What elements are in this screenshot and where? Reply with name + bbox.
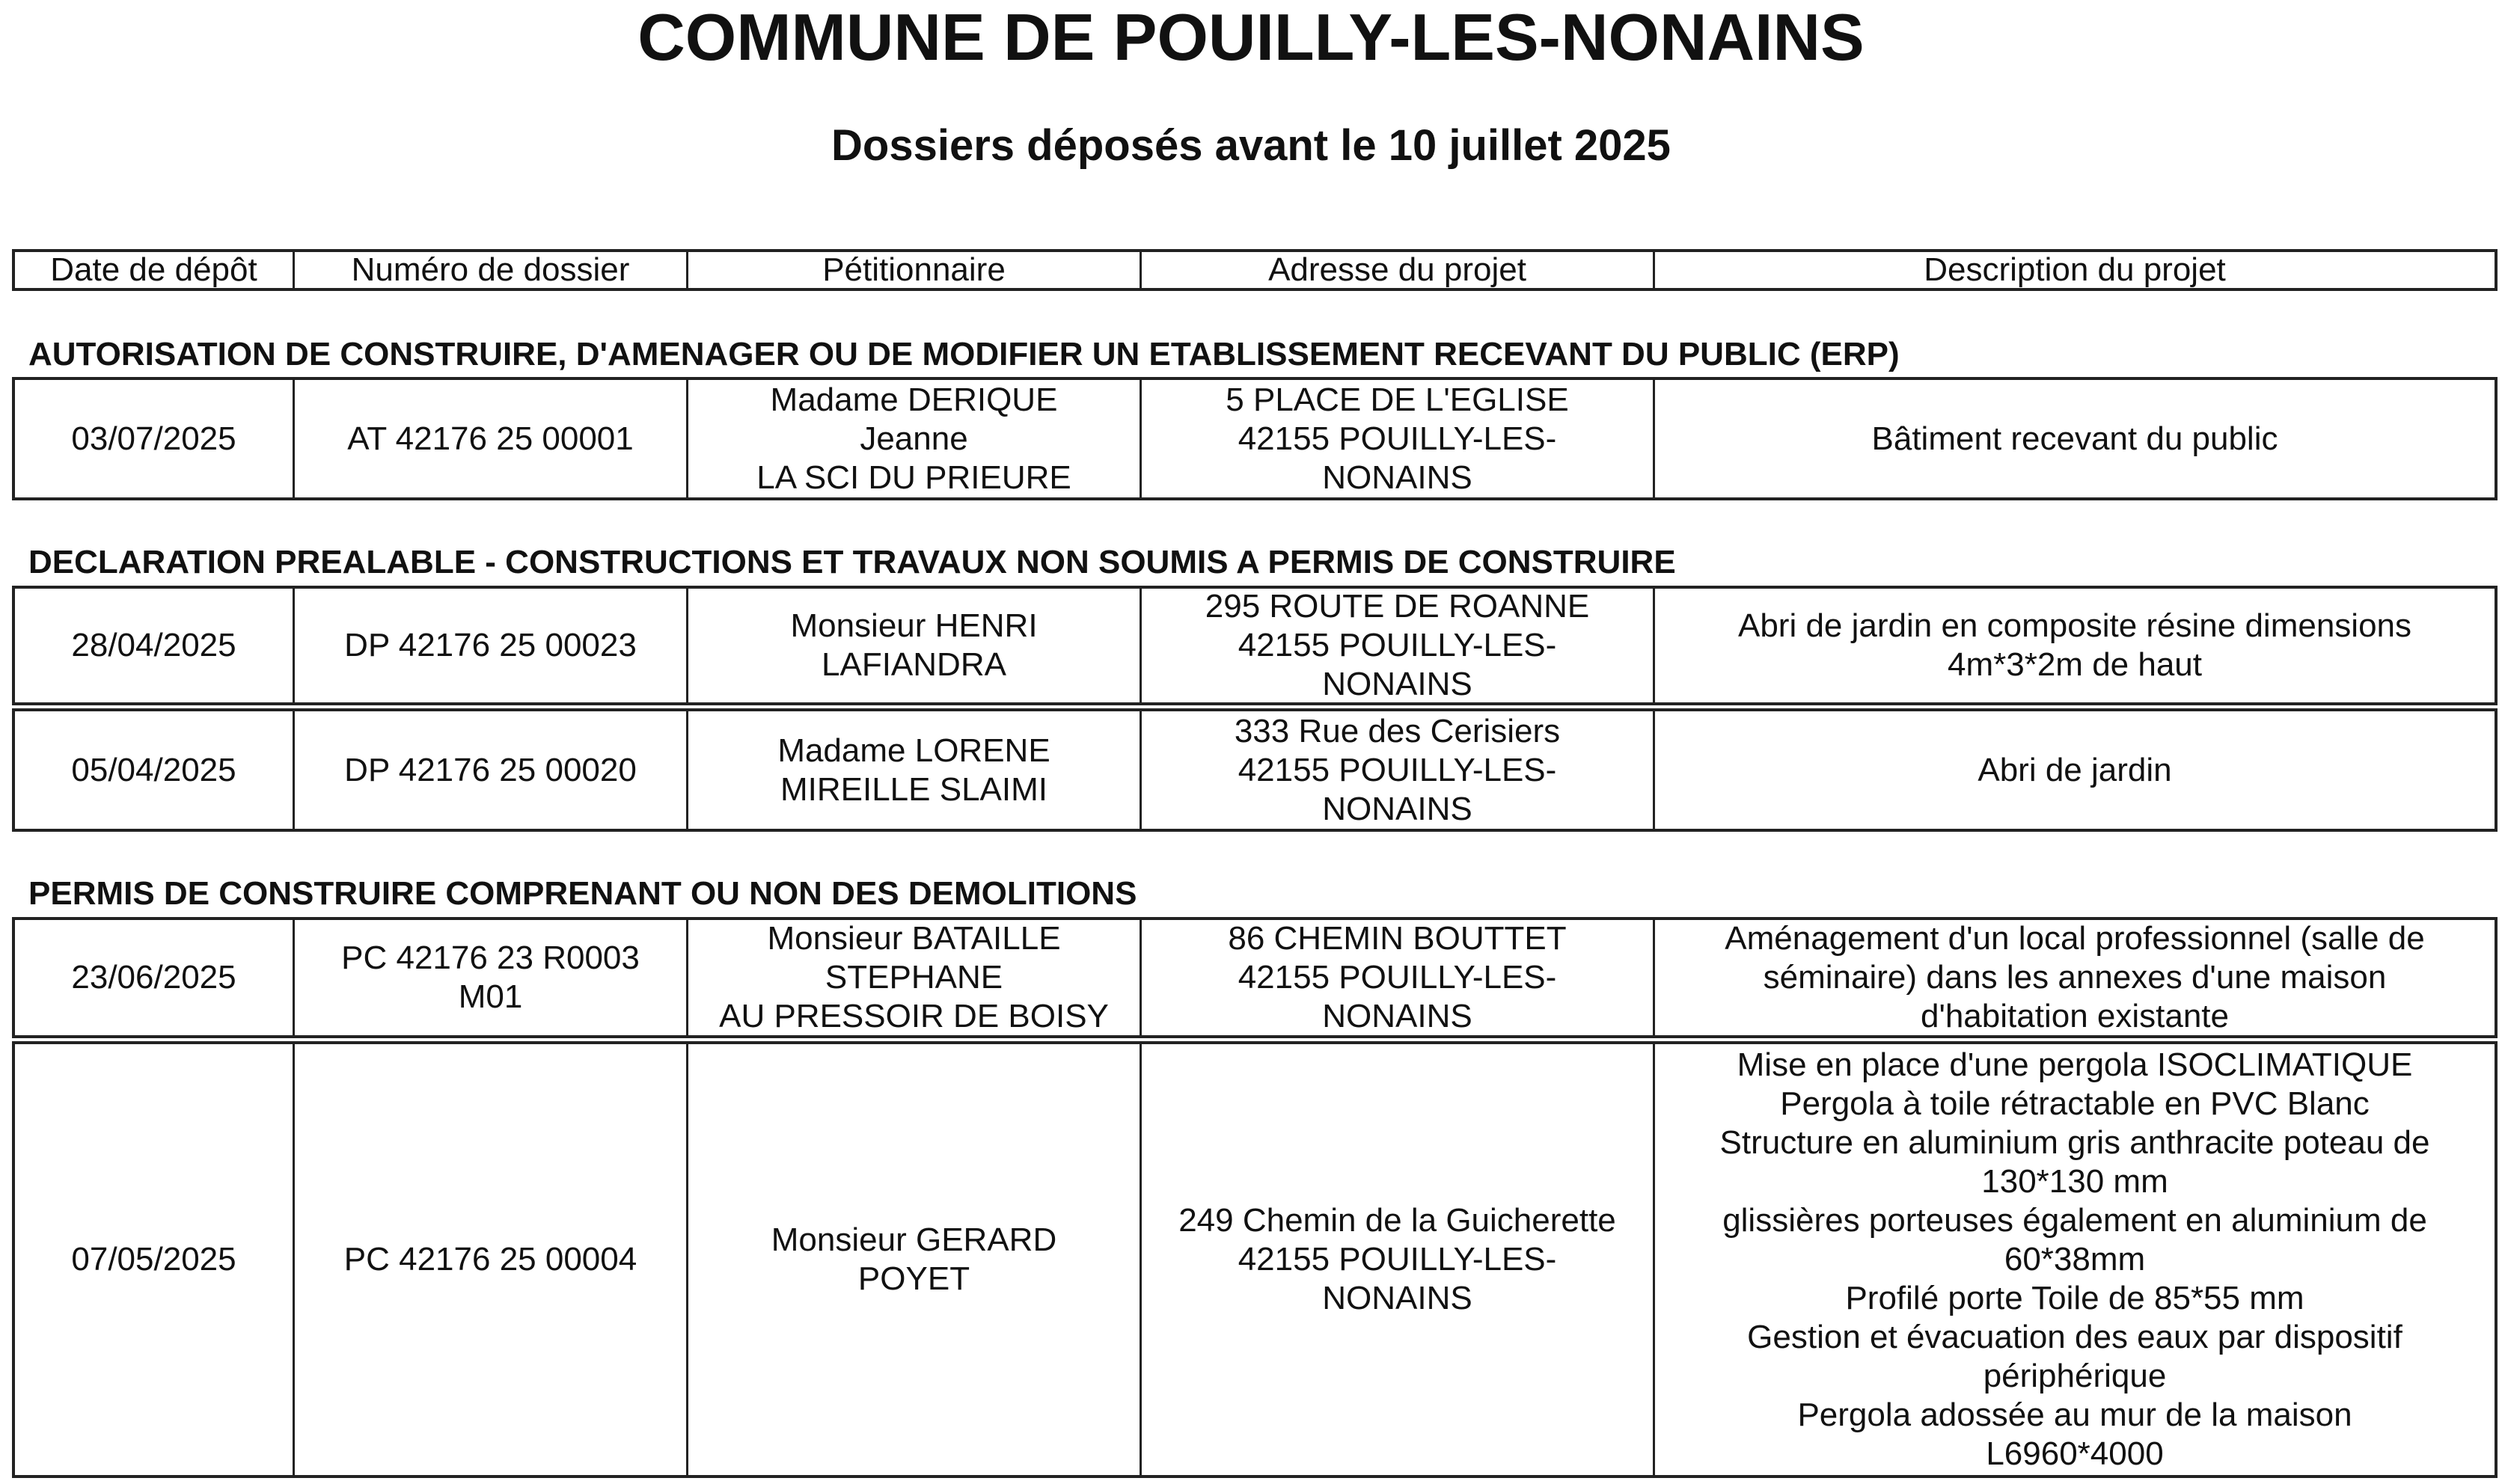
table-row (12, 586, 2498, 705)
header-date: Date de dépôt (15, 252, 295, 288)
cell-numero: PC 42176 23 R0003 M01 (295, 920, 688, 1035)
cell-numero: DP 42176 25 00020 (295, 711, 688, 829)
cell-adresse: 5 PLACE DE L'EGLISE 42155 POUILLY-LES- NONAINS (1142, 380, 1655, 497)
table-row (12, 377, 2498, 500)
page-title: COMMUNE DE POUILLY-LES-NONAINS (637, 0, 1865, 74)
cell-petitionnaire: Madame DERIQUE Jeanne LA SCI DU PRIEURE (688, 380, 1142, 497)
cell-adresse: 86 CHEMIN BOUTTET 42155 POUILLY-LES- NONAINS (1142, 920, 1655, 1035)
cell-adresse: 295 ROUTE DE ROANNE 42155 POUILLY-LES- NONAINS (1142, 589, 1655, 702)
header-numero: Numéro de dossier (295, 252, 688, 288)
cell-petitionnaire: Monsieur BATAILLE STEPHANE AU PRESSOIR DE BOISY (688, 920, 1142, 1035)
cell-date: 05/04/2025 (15, 711, 295, 829)
cell-date: 23/06/2025 (15, 920, 295, 1035)
cell-numero: DP 42176 25 00023 (295, 589, 688, 702)
cell-adresse: 333 Rue des Cerisiers 42155 POUILLY-LES- NONAINS (1142, 711, 1655, 829)
cell-description: Bâtiment recevant du public (1871, 420, 2278, 457)
cell-numero: AT 42176 25 00001 (295, 380, 688, 497)
cell-description: Aménagement d'un local professionnel (salle de séminaire) dans les annexes d'une maison d'habitation existante (1725, 920, 2425, 1034)
cell-numero: PC 42176 25 00004 (295, 1044, 688, 1475)
header-adresse: Adresse du projet (1142, 252, 1655, 288)
cell-petitionnaire: Monsieur GERARD POYET (688, 1044, 1142, 1475)
cell-description: Abri de jardin en composite résine dimensions 4m*3*2m de haut (1737, 607, 2412, 683)
cell-date: 28/04/2025 (15, 589, 295, 702)
header-description: Description du projet (1924, 252, 2226, 288)
cell-description: Abri de jardin (1978, 751, 2172, 788)
page-subtitle: Dossiers déposés avant le 10 juillet 2025 (831, 121, 1671, 170)
table-header (12, 249, 2498, 291)
section-title-erp: AUTORISATION DE CONSTRUIRE, D'AMENAGER OU DE MODIFIER UN ETABLISSEMENT RECEVANT DU PUBLIC (ERP) (28, 336, 1900, 372)
table-row (12, 1041, 2498, 1478)
table-row (12, 708, 2498, 832)
cell-date: 07/05/2025 (15, 1044, 295, 1475)
section-title-pc: PERMIS DE CONSTRUIRE COMPRENANT OU NON DES DEMOLITIONS (28, 875, 1137, 912)
cell-date: 03/07/2025 (15, 380, 295, 497)
cell-adresse: 249 Chemin de la Guicherette 42155 POUILLY-LES- NONAINS (1142, 1044, 1655, 1475)
header-petitionnaire: Pétitionnaire (688, 252, 1142, 288)
table-row (12, 917, 2498, 1038)
cell-petitionnaire: Monsieur HENRI LAFIANDRA (688, 589, 1142, 702)
section-title-dp: DECLARATION PREALABLE - CONSTRUCTIONS ET TRAVAUX NON SOUMIS A PERMIS DE CONSTRUIRE (28, 544, 1676, 580)
cell-petitionnaire: Madame LORENE MIREILLE SLAIMI (688, 711, 1142, 829)
cell-description: Mise en place d'une pergola ISOCLIMATIQUE Pergola à toile rétractable en PVC Blanc Structure en aluminium gris anthracite poteau de 130*130 mm glissières porteuses également en aluminium de 60*38mm Profilé porte Toile de 85*55 mm Gestion et évacuation des eaux par dispositif périphérique Pergola adossée au mur de la maison L6960*4000 (1719, 1046, 2430, 1472)
